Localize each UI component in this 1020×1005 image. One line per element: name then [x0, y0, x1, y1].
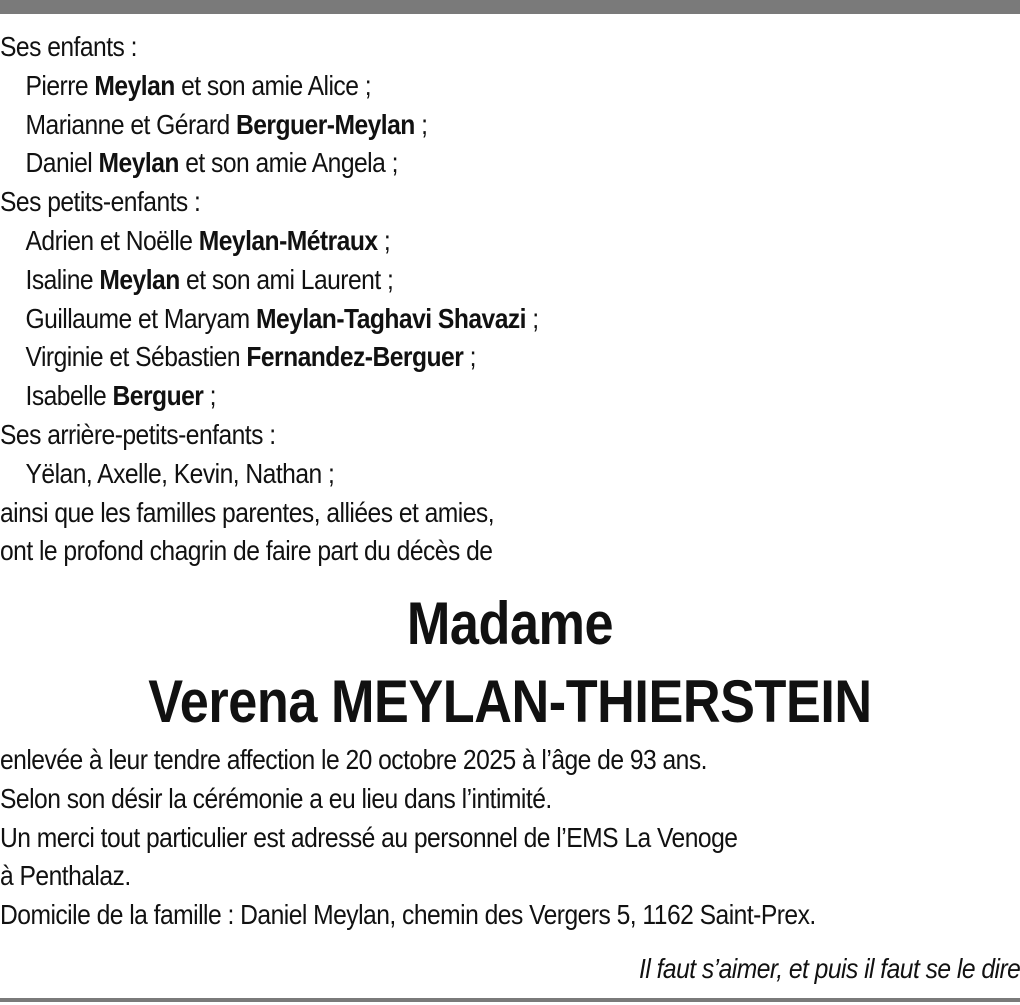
details-line: enlevée à leur tendre affection le 20 octobre 2025 à l’âge de 93 ans. — [0, 744, 707, 775]
details-line: Selon son désir la cérémonie a eu lieu dans l’intimité. — [0, 782, 552, 814]
family-name: Berguer — [112, 380, 204, 412]
list-item: Guillaume et Maryam Meylan-Taghavi Shavazi ; — [25, 302, 539, 334]
details-line: Un merci tout particulier est adressé au personnel de l’EMS La Venoge — [0, 821, 738, 853]
family-list — [0, 28, 898, 571]
details-block — [0, 741, 898, 935]
grandchildren-heading: Ses petits-enfants : — [0, 186, 201, 218]
great-grandchildren-heading: Ses arrière-petits-enfants : — [0, 418, 276, 450]
list-item: Isaline Meylan et son ami Laurent ; — [25, 263, 394, 295]
great-grandchildren-names: Yëlan, Axelle, Kevin, Nathan ; — [25, 457, 335, 489]
bottom-rule — [0, 998, 1020, 1002]
family-name: Meylan-Taghavi Shavazi — [255, 302, 526, 334]
relatives-line: ainsi que les familles parentes, alliées et amies, — [0, 496, 495, 528]
list-item: Virginie et Sébastien Fernandez-Berguer ; — [25, 341, 476, 373]
list-item: Isabelle Berguer ; — [25, 380, 216, 412]
list-item: Marianne et Gérard Berguer-Meylan ; — [25, 108, 428, 140]
deceased-name-block — [0, 585, 1020, 741]
family-name: Meylan — [99, 263, 180, 295]
list-item: Adrien et Noëlle Meylan-Métraux ; — [25, 224, 391, 256]
family-name: Berguer-Meylan — [235, 108, 415, 140]
list-item: Daniel Meylan et son amie Angela ; — [25, 147, 398, 179]
list-item: Pierre Meylan et son amie Alice ; — [25, 69, 372, 101]
family-address: Domicile de la famille : Daniel Meylan, chemin des Vergers 5, 1162 Saint-Prex. — [0, 899, 816, 931]
deceased-title: Madame — [406, 590, 614, 657]
family-name: Meylan — [98, 147, 179, 179]
deceased-name: Verena MEYLAN-THIERSTEIN — [148, 668, 872, 735]
family-name: Fernandez-Berguer — [246, 341, 464, 373]
closing-motto: Il faut s’aimer, et puis il faut se le dire — [638, 953, 1020, 984]
family-name: Meylan — [94, 69, 175, 101]
details-line: à Penthalaz. — [0, 860, 131, 892]
announcement-line: ont le profond chagrin de faire part du décès de — [0, 535, 493, 567]
top-rule — [0, 0, 1020, 14]
children-heading: Ses enfants : — [0, 31, 137, 62]
family-name: Meylan-Métraux — [198, 224, 378, 256]
